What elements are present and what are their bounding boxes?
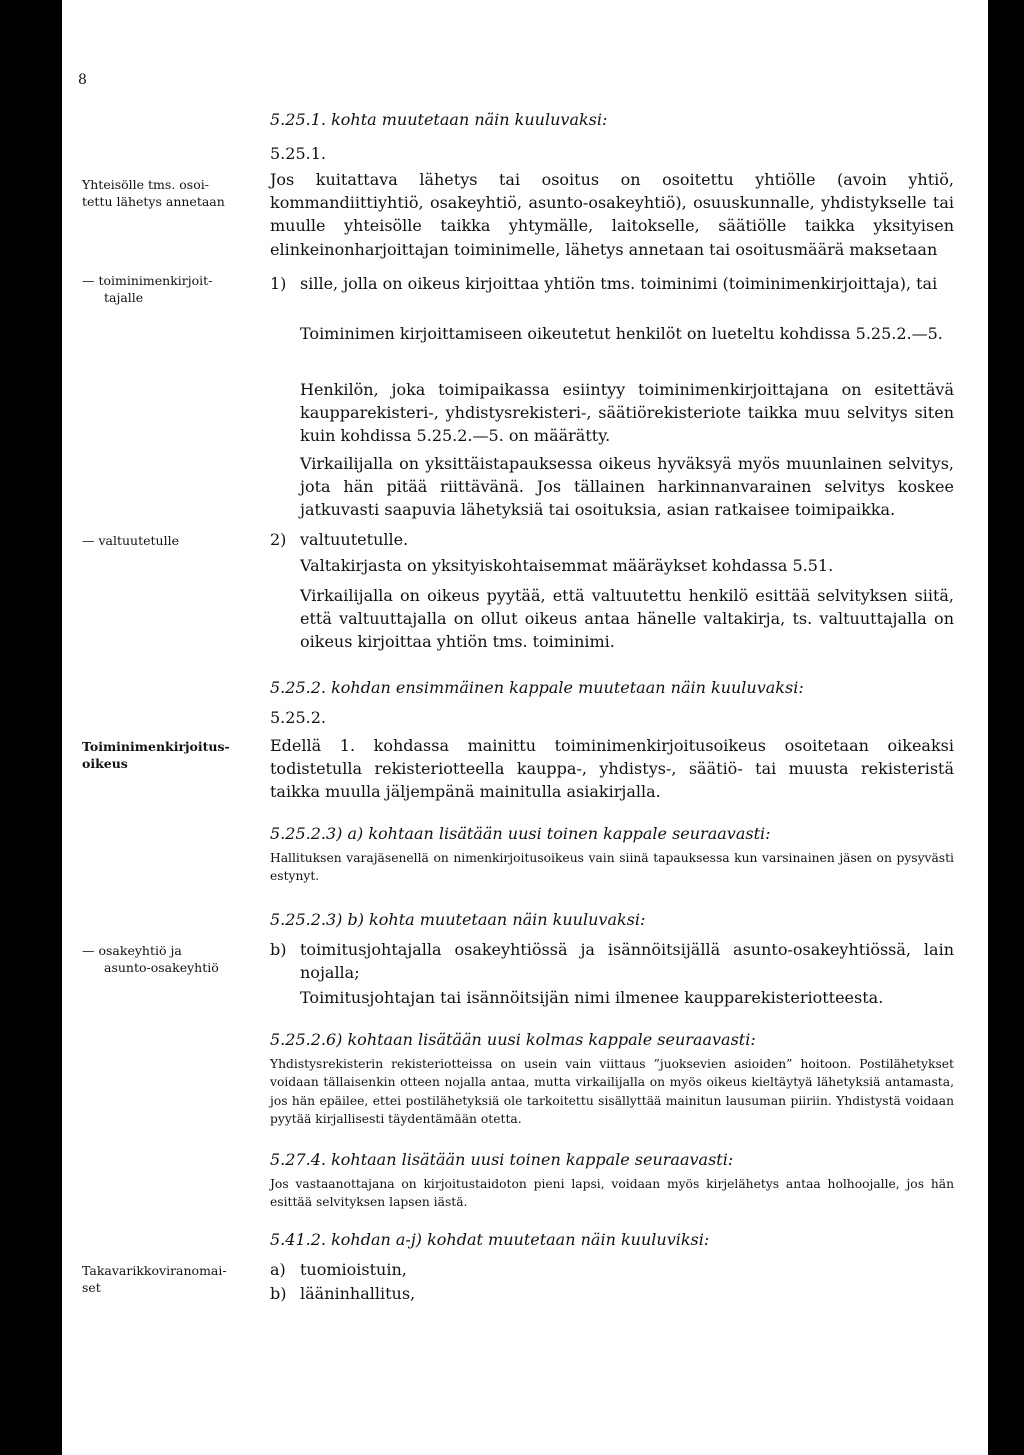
paragraph: Jos kuitattava lähetys tai osoitus on osoitettu yhtiölle (avoin yhtiö, kommandiittiyhtiö, osakeyhtiö, asunto-osakeyhtiö), osuuskunnalle, yhdistykselle tai muulle yhteisölle taikka yhtymälle, laitokselle, säätiölle taikka yksityisen elinkeinonharjoittajan toiminimelle, lähetys annetaan tai osoitusmäärä maksetaan	[270, 170, 954, 259]
section-header-5-25-2-6: 5.25.2.6) kohtaan lisätään uusi kolmas kappale seuraavasti:	[270, 1030, 756, 1049]
paragraph: Jos vastaanottajana on kirjoitustaidoton pieni lapsi, voidaan myös kirjelähetys antaa holhoojalle, jos hän esittää selvityksen lapsen iästä.	[270, 1177, 954, 1210]
margin-note-takavarikkoviranomaiset: Takavarikkoviranomai- set	[82, 1263, 227, 1296]
list-item: sille, jolla on oikeus kirjoittaa yhtiön tms. toiminimi (toiminimenkirjoittaja), tai	[300, 274, 938, 293]
margin-note-yhteisolle: Yhteisölle tms. osoi- tettu lähetys annetaan	[82, 177, 225, 210]
paragraph: Henkilön, joka toimipaikassa esiintyy toiminimenkirjoittajana on esitettävä kaupparekisteri-, yhdistysrekisteri-, säätiörekisteriote taikka muu selvitys siten kuin kohdissa 5.25.2.—5. on määrätty.	[300, 380, 954, 446]
section-number: 5.25.2.	[270, 708, 326, 727]
list-letter: a)	[270, 1260, 286, 1279]
list-item: toimitusjohtajalla osakeyhtiössä ja isännöitsijällä asunto-osakeyhtiössä, lain nojalla;	[300, 940, 954, 983]
paragraph: Yhdistysrekisterin rekisteriotteissa on usein vain viittaus ”juoksevien asioiden” hoitoon. Postilähetykset voidaan tällaisenkin otteen nojalla antaa, mutta virkailijalla on myös oikeus kieltäytyä lähetyksiä antamasta, jos hän epäilee, ettei postilähetyksiä ole tarkoitettu sisällyttää mainitun lausuman piiriin. Yhdistystä voidaan pyytää kirjallisesti täydentämään otetta.	[270, 1057, 954, 1127]
list-item-continuation: Toimitusjohtajan tai isännöitsijän nimi ilmenee kaupparekisteriotteesta.	[300, 988, 884, 1007]
section-header-5-27-4: 5.27.4. kohtaan lisätään uusi toinen kappale seuraavasti:	[270, 1150, 734, 1169]
paragraph: Hallituksen varajäsenellä on nimenkirjoitusoikeus vain siinä tapauksessa kun varsinainen jäsen on pysyvästi estynyt.	[270, 851, 954, 884]
margin-note-toiminimenkirjoitusoikeus: Toiminimenkirjoitus- oikeus	[82, 739, 230, 772]
scan-border-left	[0, 0, 62, 1455]
page-number: 8	[78, 72, 87, 88]
paragraph: Edellä 1. kohdassa mainittu toiminimenkirjoitusoikeus osoitetaan oikeaksi todistetulla rekisteriotteella kauppa-, yhdistys-, säätiö- tai muusta rekisteristä taikka muulla jäljempänä mainitulla asiakirjalla.	[270, 736, 954, 802]
paragraph: Valtakirjasta on yksityiskohtaisemmat määräykset kohdassa 5.51.	[300, 556, 834, 575]
list-item: tuomioistuin,	[300, 1260, 407, 1279]
margin-note-toiminimenkirjoittajalle: — toiminimenkirjoit- tajalle	[82, 273, 213, 306]
list-item: lääninhallitus,	[300, 1284, 416, 1303]
list-number: 2)	[270, 530, 287, 549]
margin-note-valtuutetulle: — valtuutetulle	[82, 533, 179, 548]
section-header-5-25-2: 5.25.2. kohdan ensimmäinen kappale muutetaan näin kuuluvaksi:	[270, 678, 804, 697]
section-header-5-41-2: 5.41.2. kohdan a-j) kohdat muutetaan näin kuuluviksi:	[270, 1230, 710, 1249]
section-header-5-25-2-3a: 5.25.2.3) a) kohtaan lisätään uusi toinen kappale seuraavasti:	[270, 824, 771, 843]
paragraph: Virkailijalla on oikeus pyytää, että valtuutettu henkilö esittää selvityksen siitä, että valtuuttajalla on ollut oikeus antaa hänelle valtakirja, ts. valtuuttajalla on oikeus kirjoittaa yhtiön tms. toiminimi.	[300, 586, 954, 652]
paragraph: Virkailijalla on yksittäistapauksessa oikeus hyväksyä myös muunlainen selvitys, jota hän pitää riittävänä. Jos tällainen harkinnanvarainen selvitys koskee jatkuvasti saapuvia lähetyksiä tai osoituksia, asian ratkaisee toimipaikka.	[300, 454, 954, 520]
list-number: 1)	[270, 274, 287, 293]
section-header-5-25-2-3b: 5.25.2.3) b) kohta muutetaan näin kuuluvaksi:	[270, 910, 646, 929]
paragraph: Toiminimen kirjoittamiseen oikeutetut henkilöt on lueteltu kohdissa 5.25.2.—5.	[300, 324, 943, 343]
list-item: valtuutetulle.	[300, 530, 409, 549]
scan-border-right	[988, 0, 1024, 1455]
list-letter: b)	[270, 940, 287, 959]
list-letter: b)	[270, 1284, 287, 1303]
section-header-5-25-1: 5.25.1. kohta muutetaan näin kuuluvaksi:	[270, 110, 608, 129]
section-number: 5.25.1.	[270, 144, 326, 163]
margin-note-osakeyhtio: — osakeyhtiö ja asunto-osakeyhtiö	[82, 943, 219, 976]
